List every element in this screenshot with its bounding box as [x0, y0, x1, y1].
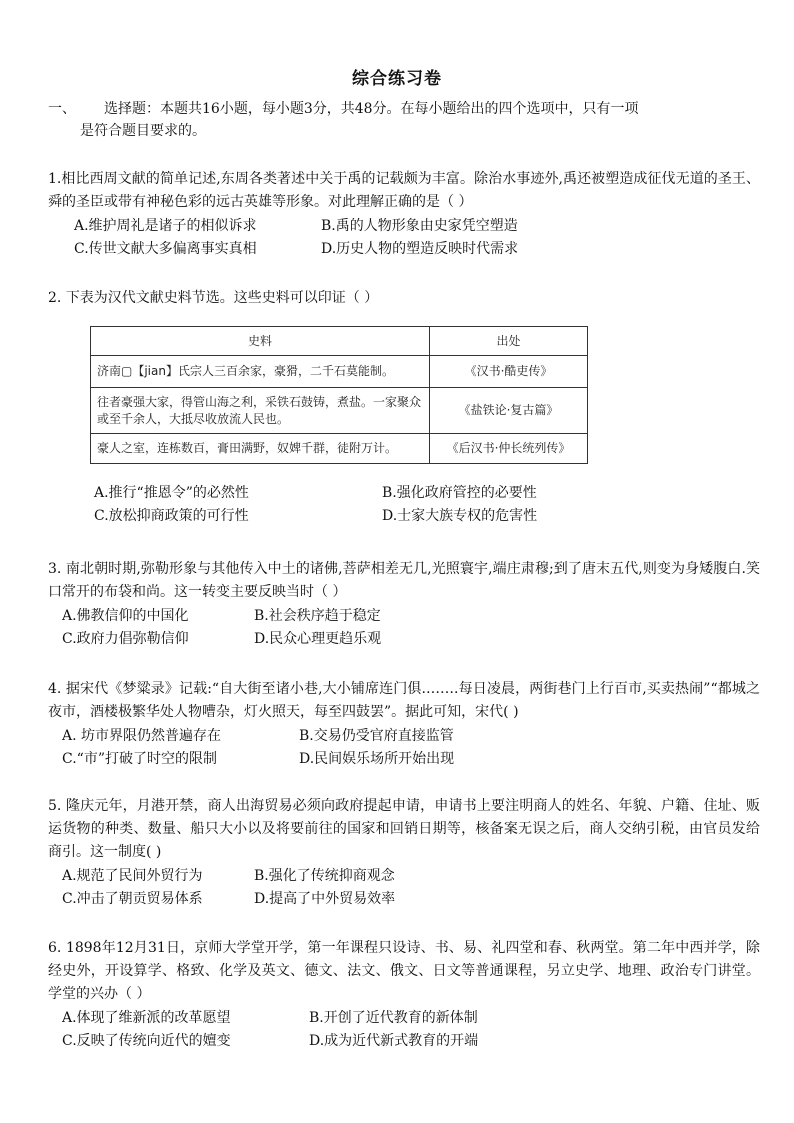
- table-cell: 《后汉书·仲长统列传》: [430, 434, 588, 464]
- option-c: C.政府力倡弥勒信仰: [62, 631, 189, 647]
- options: [48, 482, 760, 528]
- question-stem: 3. 南北朝时期,弥勒形象与其他传入中土的诸佛,菩萨相差无几,光照寰宇,端庄肃穆;到了唐末五代,则变为身矮腹白.笑口常开的布袋和尚。这一转变主要反映当时（ ）: [48, 561, 760, 600]
- section-number: 一、: [48, 101, 76, 117]
- question-5: [48, 795, 760, 911]
- option-b: B.禹的人物形象由史家凭空塑造: [321, 218, 518, 234]
- option-d: D.历史人物的塑造反映时代需求: [321, 241, 519, 257]
- option-a: A.推行“推恩令”的必然性: [94, 485, 249, 501]
- option-a: A.规范了民间外贸行为: [62, 868, 203, 884]
- table-row: [91, 356, 588, 388]
- section-instructions-line1: 选择题：本题共16小题，每小题3分，共48分。在每小题给出的四个选项中，只有一项: [104, 101, 639, 117]
- table-header-row: [91, 327, 588, 356]
- section-header: [48, 98, 758, 142]
- source-table: [90, 326, 588, 464]
- page-title: 综合练习卷: [352, 69, 442, 89]
- table-cell: 豪人之室，连栋数百，膏田满野，奴婢千群，徒附万计。: [91, 434, 430, 464]
- section-instructions-line2: 是符合题目要求的。: [80, 123, 206, 139]
- question-1: [48, 168, 760, 261]
- option-c: C.放松抑商政策的可行性: [94, 508, 249, 524]
- option-a: A.佛教信仰的中国化: [62, 608, 189, 624]
- question-3: [48, 558, 760, 651]
- question-2: [48, 287, 760, 528]
- table-row: [91, 434, 588, 464]
- option-a: A.体现了维新派的改革愿望: [62, 1010, 231, 1026]
- option-a: A. 坊市界限仍然普遍存在: [62, 728, 222, 744]
- table-cell: 《盐铁论·复古篇》: [430, 388, 588, 434]
- option-c: C.传世文献大多偏离事实真相: [74, 241, 257, 257]
- option-a: A.维护周礼是诸子的相似诉求: [74, 218, 257, 234]
- question-stem: 1.相比西周文献的简单记述,东周各类著述中关于禹的记载颇为丰富。除治水事迹外,禹还被塑造成征伐无道的圣王、舜的圣臣或带有神秘色彩的远古英雄等形象。对此理解正确的是（ ）: [48, 171, 760, 210]
- question-stem: 5. 隆庆元年，月港开禁，商人出海贸易必须向政府提起申请，申请书上要注明商人的姓名、年貌、户籍、住址、贩运货物的种类、数量、船只大小以及将要前往的国家和回销日期等，核备案无误之后，商人交纳引税，由官员发给商引。这一制度( ): [48, 798, 760, 860]
- table-cell: 往者豪强大家，得管山海之利，采铁石鼓铸，煮盐。一家聚众或至千余人，大抵尽收放流人民也。: [91, 388, 430, 434]
- option-c: C.反映了传统向近代的嬗变: [62, 1033, 231, 1049]
- table-cell: 济南▢【jian】氏宗人三百余家，豪猾，二千石莫能制。: [91, 356, 430, 388]
- question-stem: 2. 下表为汉代文献史料节选。这些史料可以印证（ ）: [48, 290, 379, 306]
- question-6: [48, 937, 760, 1053]
- question-stem: 4. 据宋代《梦粱录》记载:“自大街至诸小巷,大小铺席连门俱.…….每日凌晨，两街巷门上行百市,买卖热闹”“都城之夜市，酒楼极繁华处人物嘈杂，灯火照天，每至四鼓罢”。据此可知，宋代( ): [48, 681, 760, 720]
- option-b: B.强化了传统抑商观念: [254, 868, 395, 884]
- option-d: D.民众心理更趋乐观: [254, 631, 382, 647]
- question-stem: 6. 1898年12月31日，京师大学堂开学，第一年课程只设诗、书、易、礼四堂和春、秋两堂。第二年中西并学，除经史外，开设算学、格致、化学及英文、德文、法文、俄文、日文等普通课程，另立史学、地理、政治专门讲堂。学堂的兴办（ ）: [48, 940, 760, 1002]
- table-header: 出处: [430, 327, 588, 356]
- option-c: C.“市”打破了时空的限制: [62, 751, 217, 767]
- option-d: D.成为近代新式教育的开端: [309, 1033, 479, 1049]
- options: [48, 725, 760, 771]
- table-cell: 《汉书·酷吏传》: [430, 356, 588, 388]
- table-row: [91, 388, 588, 434]
- option-d: D.士家大族专权的危害性: [382, 508, 538, 524]
- options: [48, 1007, 760, 1053]
- question-4: [48, 678, 760, 771]
- option-c: C.冲击了朝贡贸易体系: [62, 891, 203, 907]
- options: [48, 865, 760, 911]
- option-b: B.强化政府管控的必要性: [382, 485, 537, 501]
- option-b: B.交易仍受官府直接监管: [299, 728, 454, 744]
- option-b: B.社会秩序趋于稳定: [254, 608, 381, 624]
- option-d: D.提高了中外贸易效率: [254, 891, 396, 907]
- option-d: D.民间娱乐场所开始出现: [299, 751, 455, 767]
- option-b: B.开创了近代教育的新体制: [309, 1010, 478, 1026]
- options: [48, 215, 760, 261]
- table-header: 史料: [91, 327, 430, 356]
- options: [48, 605, 760, 651]
